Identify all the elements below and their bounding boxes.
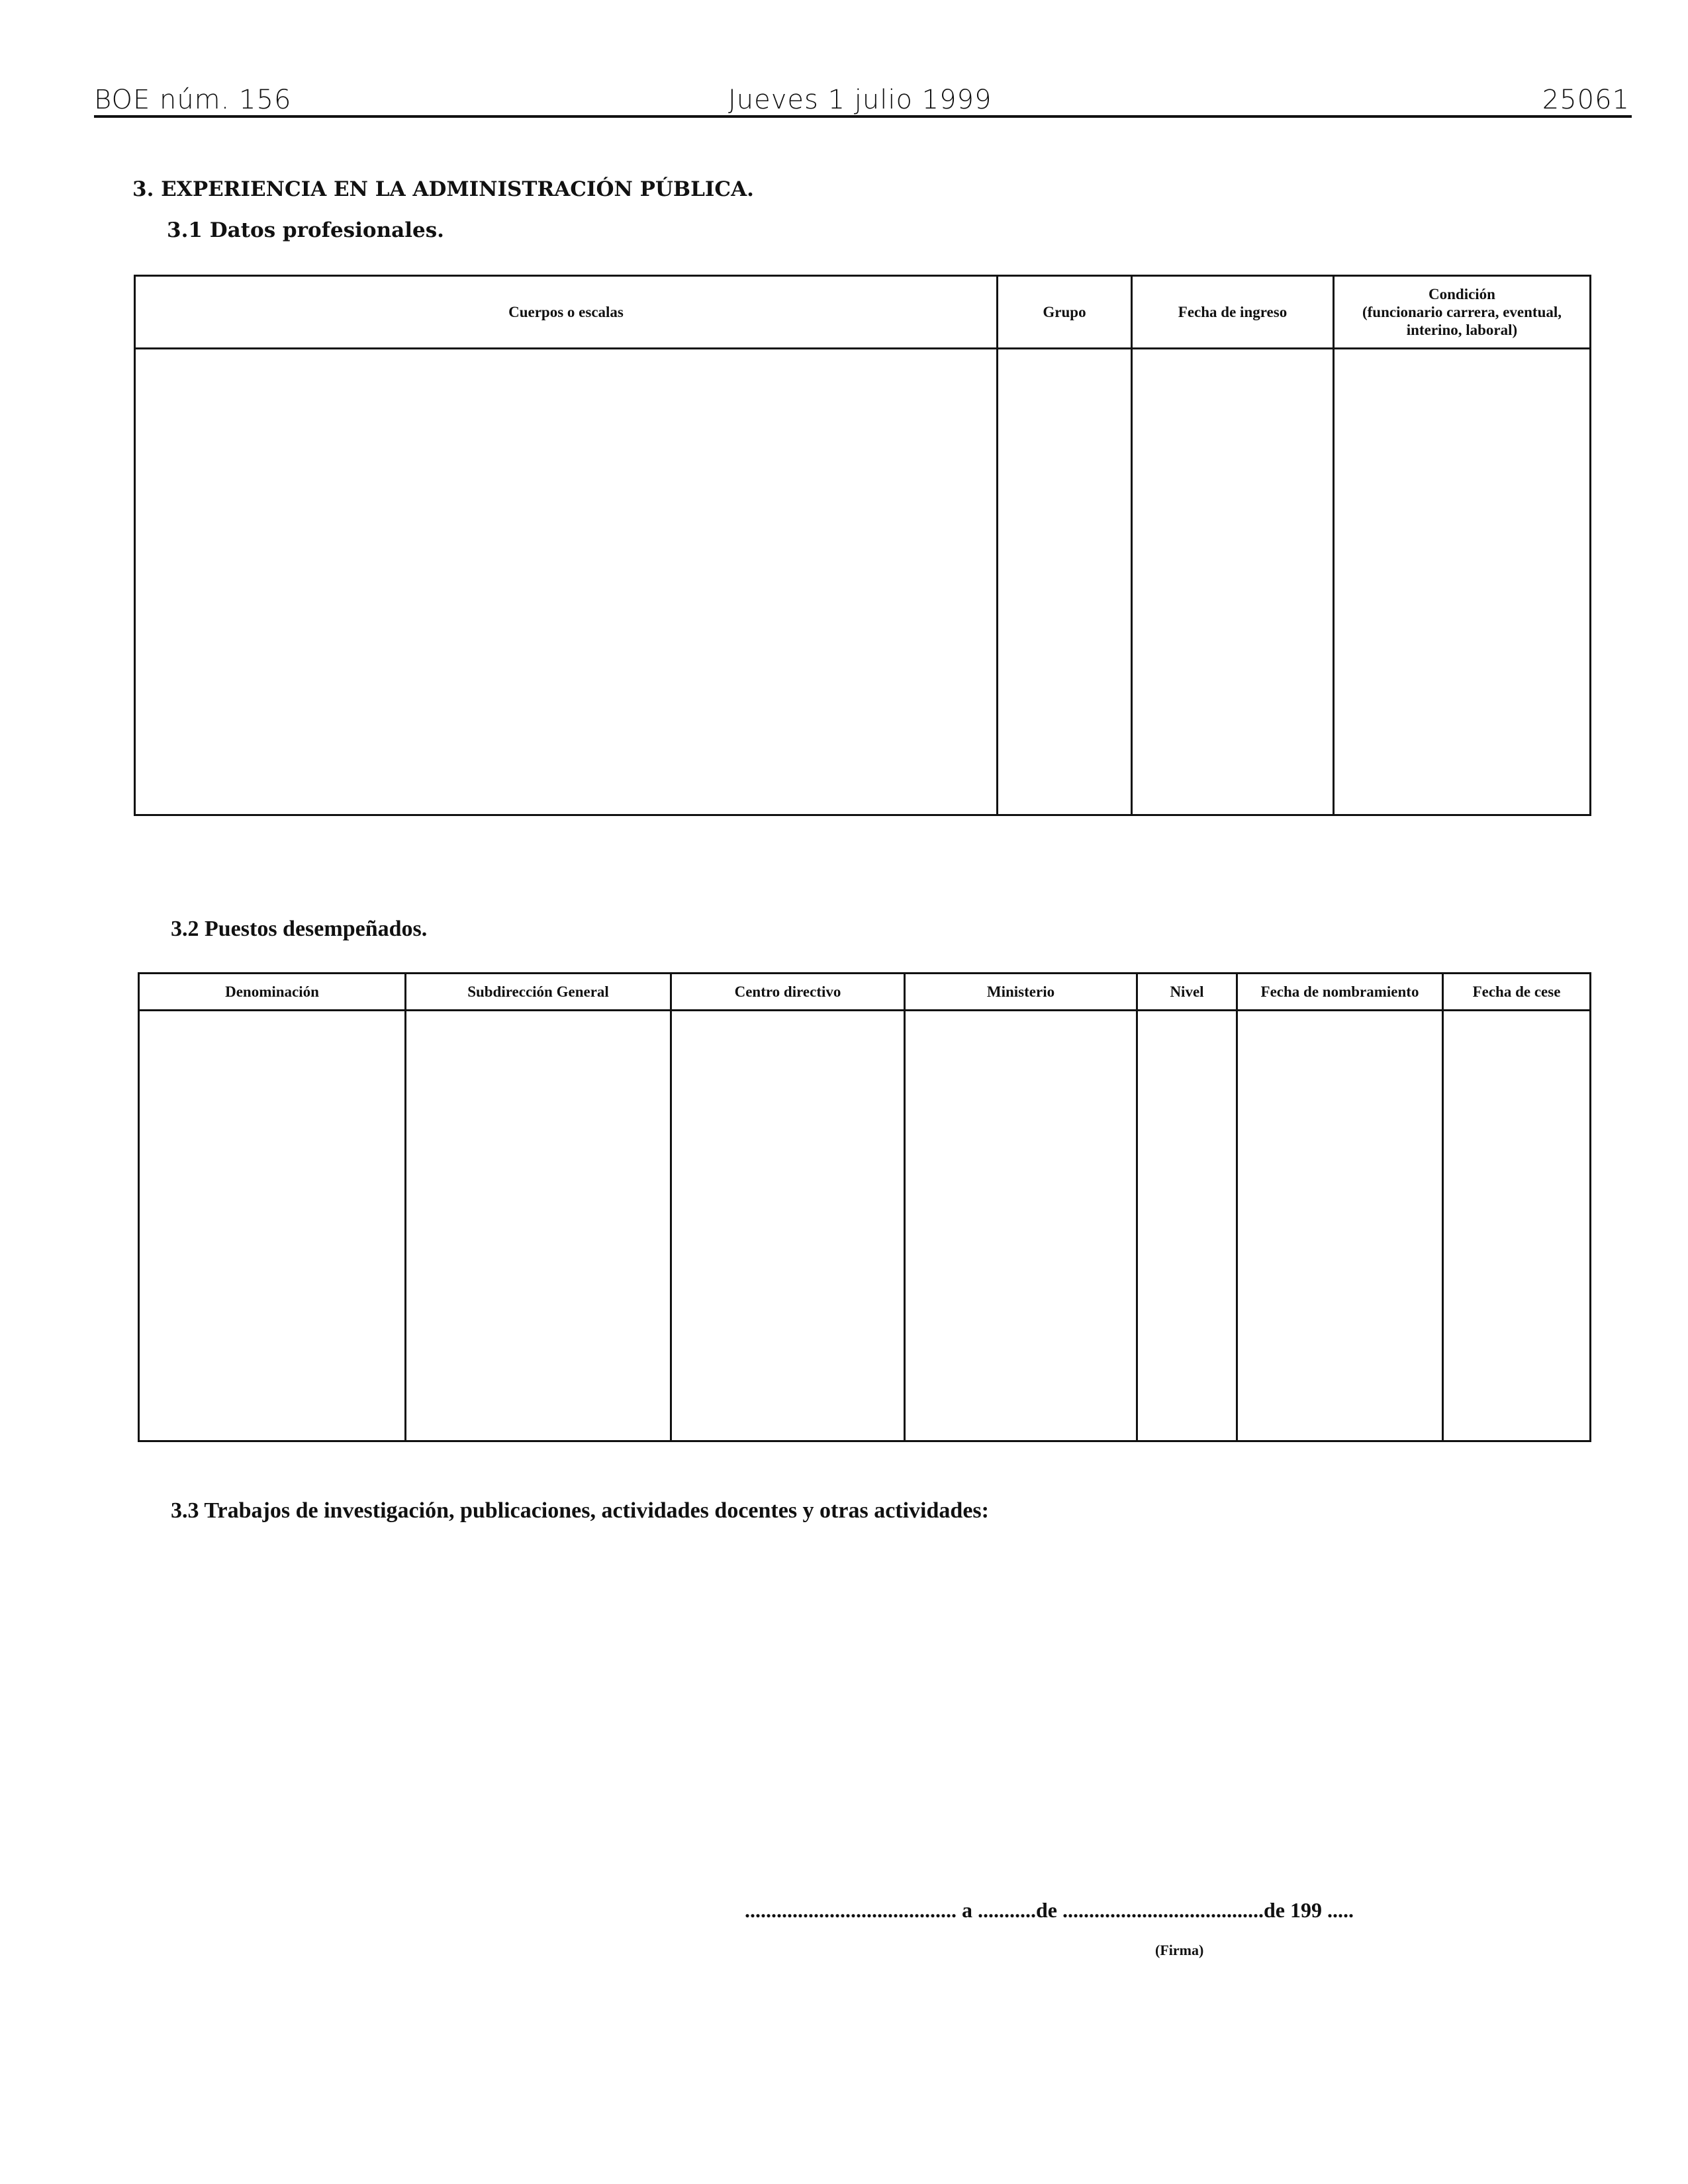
column-header: Nivel: [1137, 974, 1237, 1011]
table-cell[interactable]: [1237, 1011, 1443, 1441]
table-cell[interactable]: [671, 1011, 905, 1441]
positions-table: [138, 972, 1591, 1442]
table-cell[interactable]: [135, 349, 998, 815]
column-header: Centro directivo: [671, 974, 905, 1011]
publication-label: BOE núm. 156: [94, 85, 292, 115]
table-header-row: [135, 276, 1591, 349]
table-header-row: [139, 974, 1591, 1011]
table-cell[interactable]: [1137, 1011, 1237, 1441]
page-number: 25061: [1542, 85, 1630, 115]
publication-date: Jueves 1 julio 1999: [728, 85, 992, 115]
table-cell[interactable]: [905, 1011, 1137, 1441]
signature-place-date-line: ........................................ a ...........de ......................................de 199 .....: [745, 1898, 1354, 1922]
column-header: Fecha de ingreso: [1132, 276, 1334, 349]
subsection-3-3-title: 3.3 Trabajos de investigación, publicaciones, actividades docentes y otras actividades:: [171, 1498, 989, 1523]
table-cell[interactable]: [139, 1011, 406, 1441]
signature-label: (Firma): [1155, 1942, 1204, 1958]
table-cell[interactable]: [1132, 349, 1334, 815]
table-cell[interactable]: [1443, 1011, 1591, 1441]
table-cell[interactable]: [406, 1011, 671, 1441]
column-header-condicion: [1334, 276, 1591, 349]
subsection-3-1-title: 3.1 Datos profesionales.: [167, 218, 444, 242]
column-header-note: (funcionario carrera, eventual, interino, laboral): [1362, 304, 1562, 338]
subsection-3-2-title: 3.2 Puestos desempeñados.: [171, 917, 428, 941]
column-header: Grupo: [998, 276, 1132, 349]
professional-data-table: [134, 275, 1591, 816]
header-rule: [94, 115, 1632, 118]
column-header: Condición: [1429, 286, 1495, 302]
column-header: Denominación: [139, 974, 406, 1011]
column-header: Fecha de cese: [1443, 974, 1591, 1011]
section-title: 3. EXPERIENCIA EN LA ADMINISTRACIÓN PÚBLICA.: [132, 177, 754, 201]
column-header: Subdirección General: [406, 974, 671, 1011]
table-row: [135, 349, 1591, 815]
column-header: Ministerio: [905, 974, 1137, 1011]
column-header: Cuerpos o escalas: [135, 276, 998, 349]
column-header: Fecha de nombramiento: [1237, 974, 1443, 1011]
table-row: [139, 1011, 1591, 1441]
table-cell[interactable]: [998, 349, 1132, 815]
table-cell[interactable]: [1334, 349, 1591, 815]
